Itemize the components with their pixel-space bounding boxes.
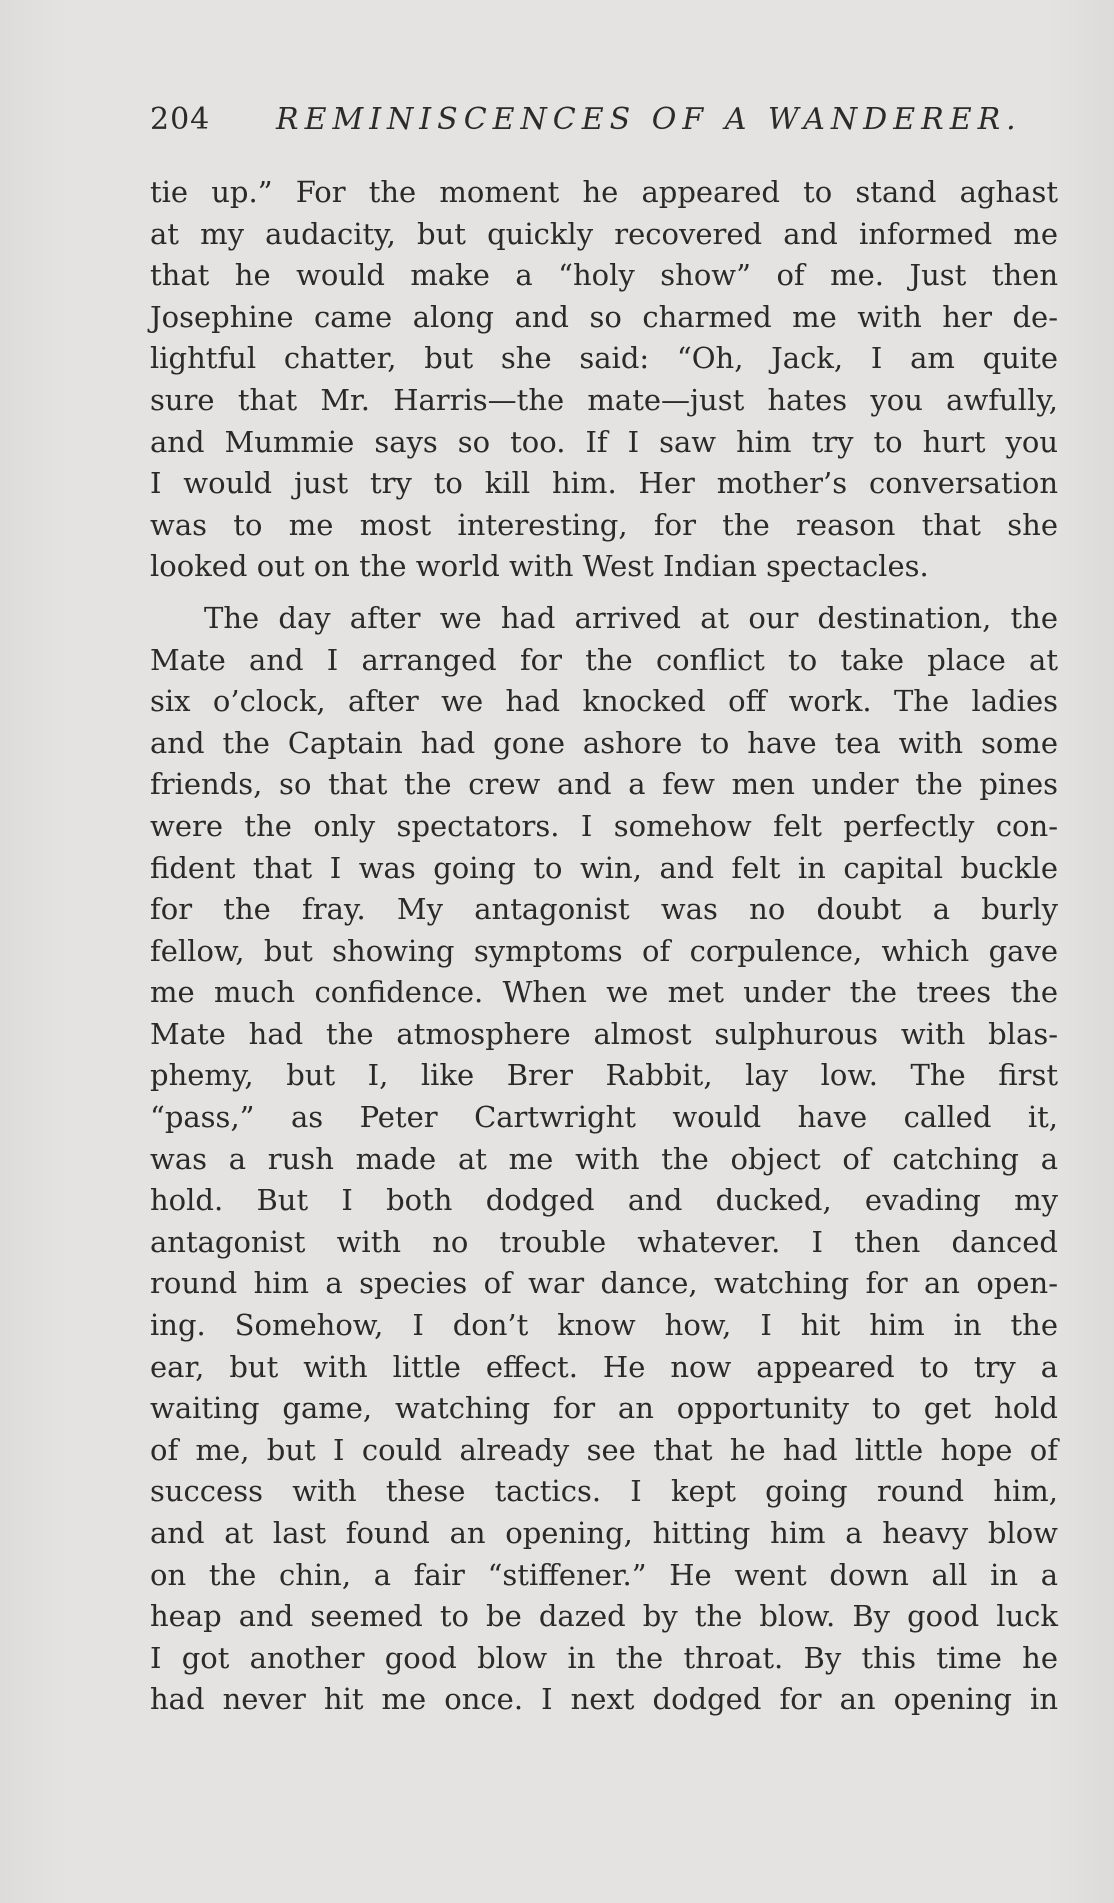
text-line: The day after we had arrived at our destination, the [204,600,1058,635]
text-line: fident that I was going to win, and felt in capital buckle [150,850,1058,885]
text-line: Mate had the atmosphere almost sulphurous with blas- [150,1016,1058,1051]
text-line: fellow, but showing symptoms of corpulence, which gave [150,933,1058,968]
text-line: that he would make a “holy show” of me. Just then [150,258,1058,293]
text-line: waiting game, watching for an opportunity to get hold [150,1391,1058,1426]
text-line: me much confidence. When we met under the trees the [150,975,1058,1010]
text-line: round him a species of war dance, watching for an open- [150,1266,1058,1301]
text-line: and Mummie says so too. If I saw him try to hurt you [150,424,1058,459]
text-line: had never hit me once. I next dodged for an opening in [150,1682,1058,1717]
text-line: were the only spectators. I somehow felt perfectly con- [150,808,1058,843]
page-header [150,100,1060,140]
text-line: lightful chatter, but she said: “Oh, Jack, I am quite [150,341,1058,376]
text-line: sure that Mr. Harris—the mate—just hates you awfully, [150,382,1058,417]
text-line: Josephine came along and so charmed me with her de- [150,299,1058,334]
text-line: tie up.” For the moment he appeared to stand aghast [150,175,1058,209]
text-line: ear, but with little effect. He now appeared to try a [150,1349,1058,1384]
paragraph [150,598,1058,1721]
paragraph [150,172,1058,588]
text-line: was to me most interesting, for the reason that she [150,507,1058,542]
text-line: looked out on the world with West Indian spectacles. [150,549,929,584]
body-text [150,172,1058,1721]
text-line: Mate and I arranged for the conflict to take place at [150,642,1058,677]
text-line: phemy, but I, like Brer Rabbit, lay low. The first [150,1058,1058,1093]
text-line: I got another good blow in the throat. By this time he [150,1640,1058,1675]
text-line: ing. Somehow, I don’t know how, I hit him in the [150,1308,1058,1343]
text-line: heap and seemed to be dazed by the blow. By good luck [150,1599,1058,1634]
page-number: 204 [150,102,211,137]
running-title: REMINISCENCES OF A WANDERER. [276,102,1022,137]
text-line: friends, so that the crew and a few men under the pines [150,767,1058,802]
text-line: at my audacity, but quickly recovered and informed me [150,216,1058,251]
text-line: for the fray. My antagonist was no doubt a burly [150,892,1058,927]
text-line: was a rush made at me with the object of catching a [150,1141,1058,1176]
text-line: six o’clock, after we had knocked off work. The ladies [150,684,1058,719]
text-line: of me, but I could already see that he had little hope of [150,1432,1058,1467]
text-line: hold. But I both dodged and ducked, evading my [150,1183,1058,1218]
text-line: antagonist with no trouble whatever. I then danced [150,1224,1058,1259]
text-line: I would just try to kill him. Her mother’s conversation [150,466,1058,501]
text-line: success with these tactics. I kept going round him, [150,1474,1058,1509]
text-line: on the chin, a fair “stiffener.” He went down all in a [150,1557,1058,1592]
text-line: “pass,” as Peter Cartwright would have called it, [150,1100,1058,1135]
text-line: and the Captain had gone ashore to have tea with some [150,725,1058,760]
text-line: and at last found an opening, hitting him a heavy blow [150,1516,1058,1550]
